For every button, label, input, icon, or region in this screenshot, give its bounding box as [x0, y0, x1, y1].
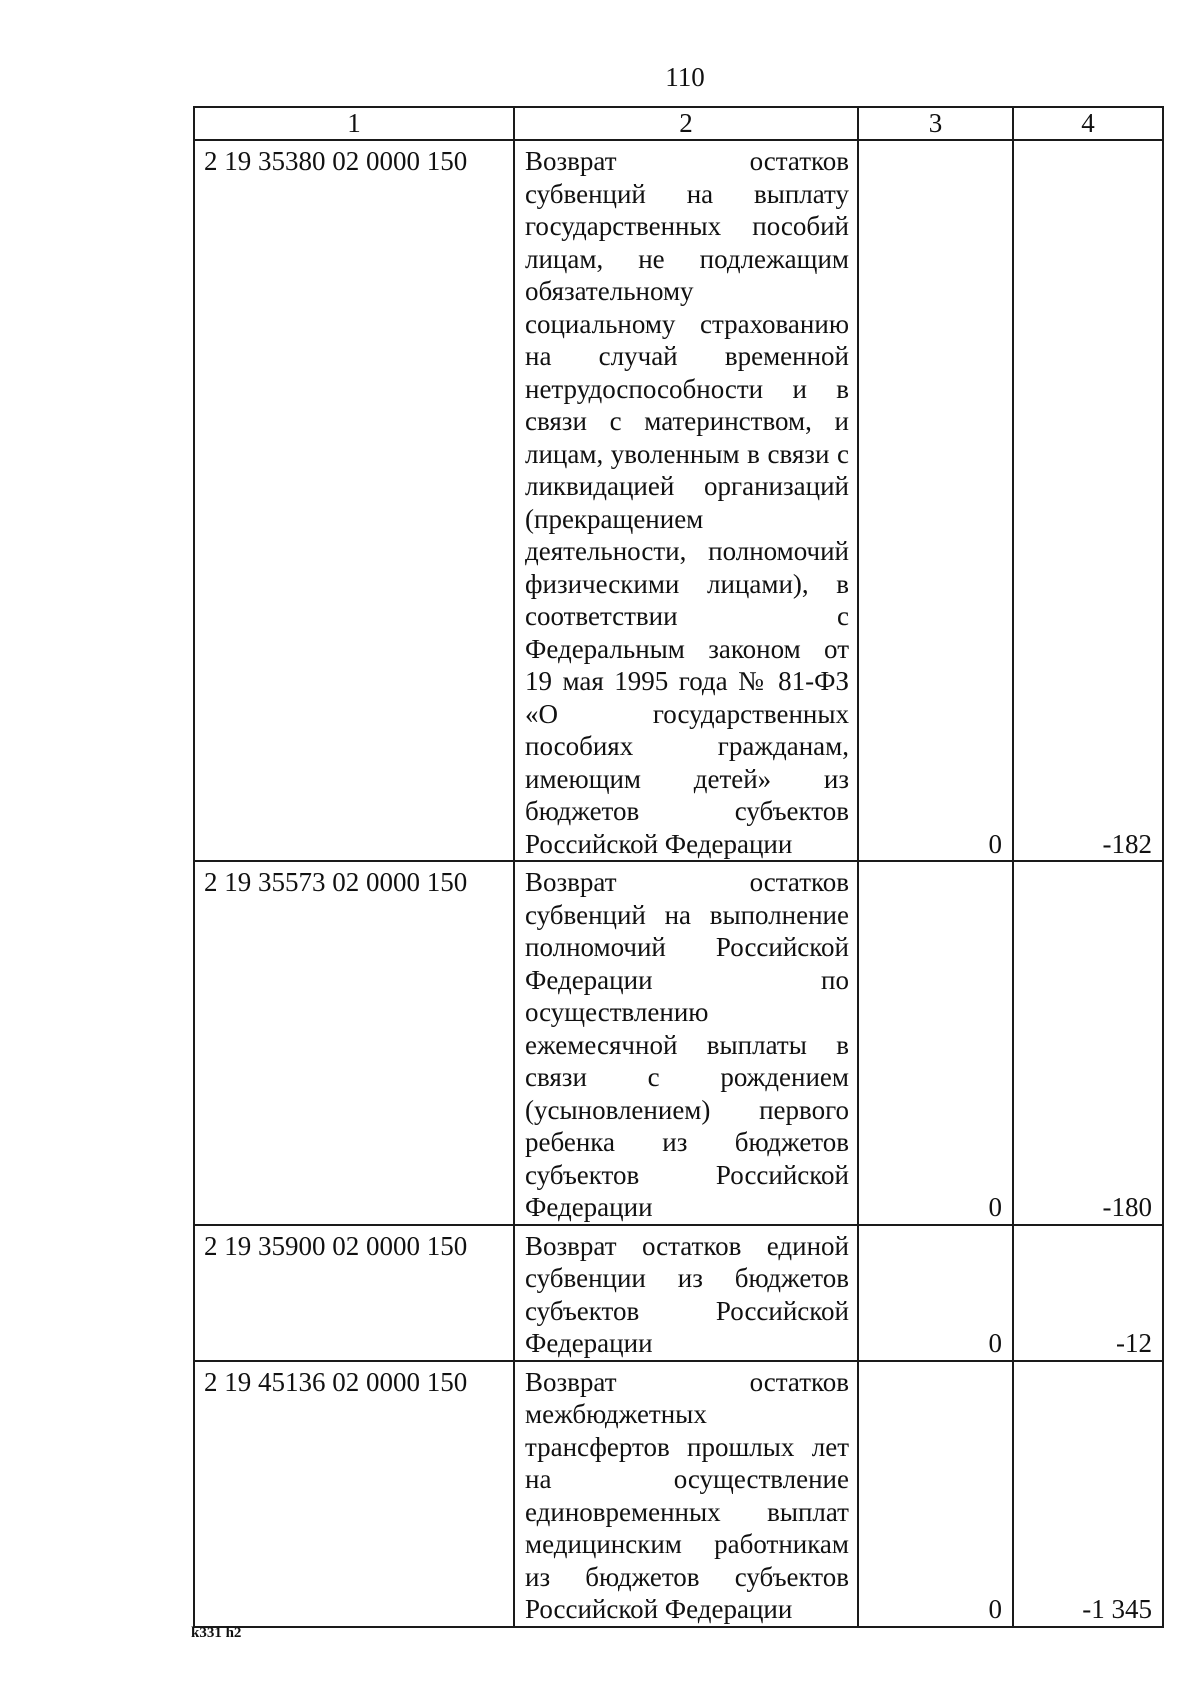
table-row — [194, 1225, 1163, 1361]
value-col4: -12 — [1013, 1225, 1163, 1361]
budget-table — [193, 106, 1164, 1628]
column-header-4: 4 — [1013, 107, 1163, 140]
page-number: 110 — [665, 62, 705, 92]
table-row — [194, 1361, 1163, 1627]
value-col4: -182 — [1013, 140, 1163, 861]
budget-code: 2 19 35900 02 0000 150 — [194, 1225, 514, 1361]
table-row — [194, 140, 1163, 861]
description: Возврат остатков субвенций на выплату государственных пособий лицам, не подлежащим обязательному социальному страхованию на случай временной нетрудоспособности и в связи с материнством, и лицам, уволенным в связи с ликвидацией организаций (прекращением деятельности, полномочий физическими лицами), в соответствии с Федеральным законом от 19 мая 1995 года № 81-ФЗ «О государственных пособиях гражданам, имеющим детей» из бюджетов субъектов Российской Федерации — [514, 140, 858, 861]
value-col3: 0 — [858, 1225, 1013, 1361]
column-header-1: 1 — [194, 107, 514, 140]
budget-code: 2 19 35380 02 0000 150 — [194, 140, 514, 861]
value-col3: 0 — [858, 140, 1013, 861]
table-header-row — [194, 107, 1163, 140]
value-col3: 0 — [858, 1361, 1013, 1627]
value-col4: -1 345 — [1013, 1361, 1163, 1627]
description: Возврат остатков субвенций на выполнение полномочий Российской Федерации по осуществлению ежемесячной выплаты в связи с рождением (усыновлением) первого ребенка из бюджетов субъектов Российской Федерации — [514, 861, 858, 1225]
column-header-2: 2 — [514, 107, 858, 140]
table-row — [194, 861, 1163, 1225]
column-header-3: 3 — [858, 107, 1013, 140]
budget-code: 2 19 35573 02 0000 150 — [194, 861, 514, 1225]
description: Возврат остатков единой субвенции из бюджетов субъектов Российской Федерации — [514, 1225, 858, 1361]
budget-code: 2 19 45136 02 0000 150 — [194, 1361, 514, 1627]
value-col3: 0 — [858, 861, 1013, 1225]
value-col4: -180 — [1013, 861, 1163, 1225]
description: Возврат остатков межбюджетных трансфертов прошлых лет на осуществление единовременных выплат медицинским работникам из бюджетов субъектов Российской Федерации — [514, 1361, 858, 1627]
document-code: k331 h2 — [191, 1625, 242, 1641]
